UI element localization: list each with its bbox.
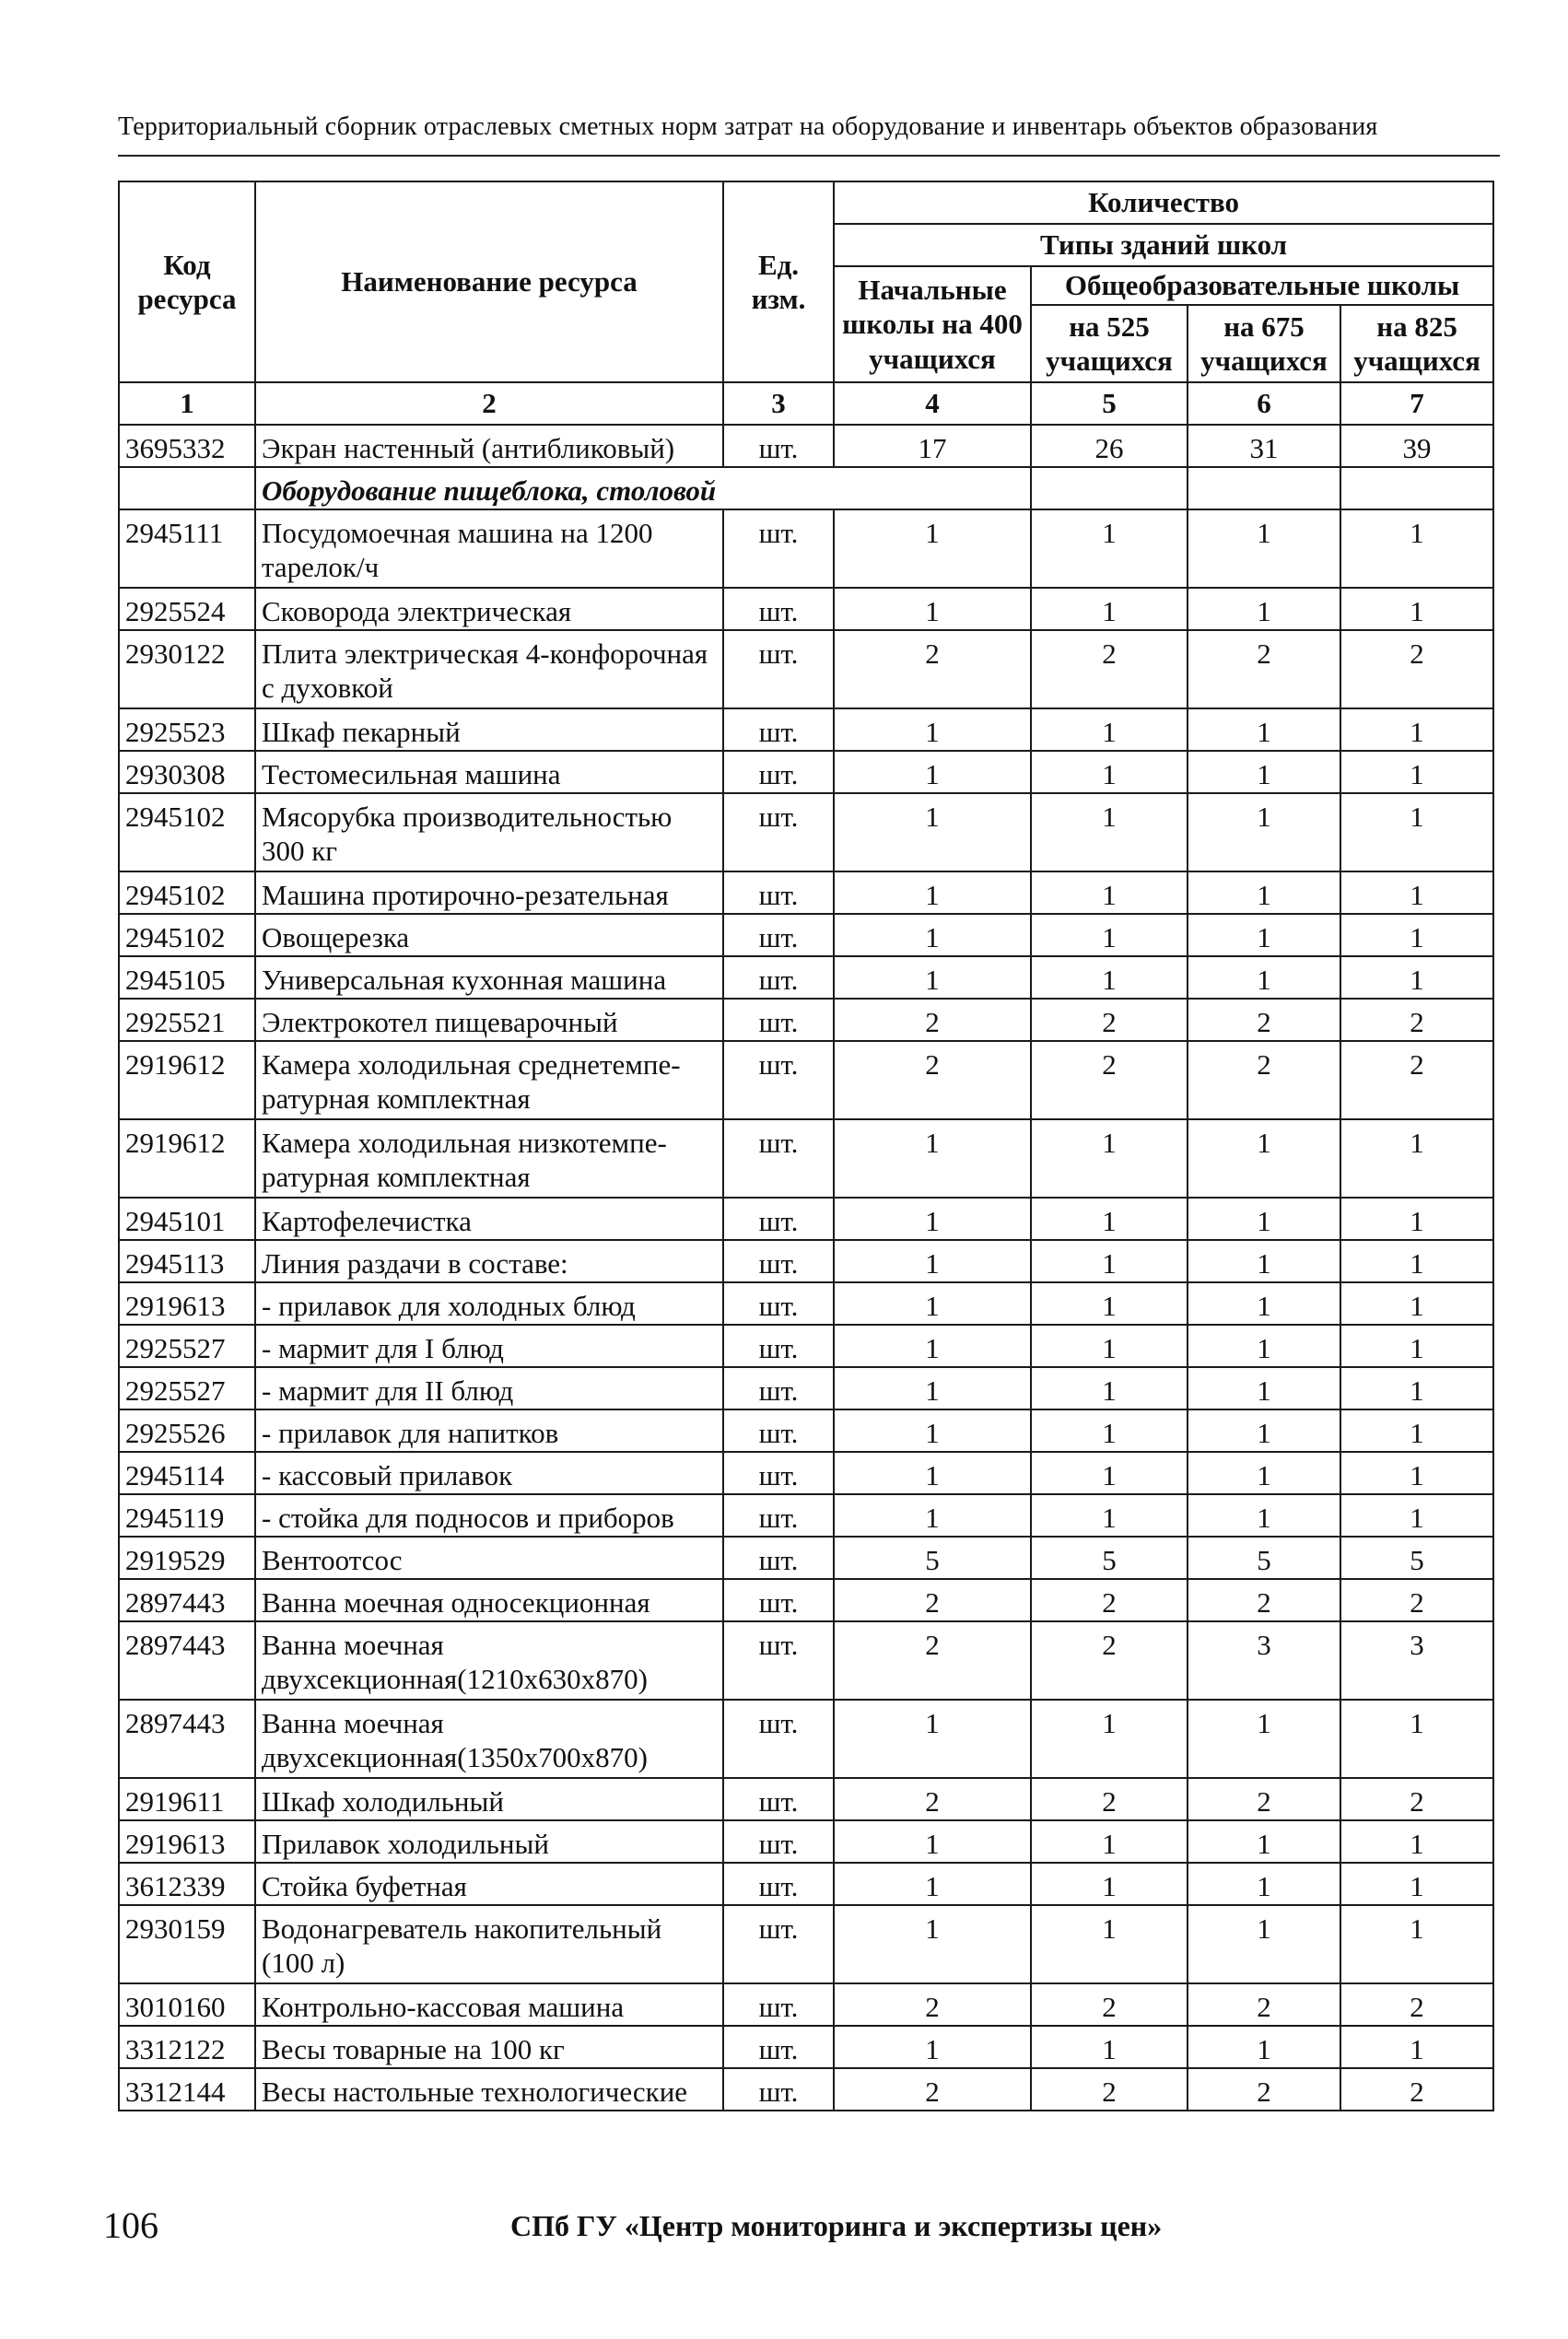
resource-code: 2945101 [119,1198,255,1240]
qty-general-675: 1 [1188,1409,1340,1452]
qty-general-825: 1 [1340,1282,1493,1325]
qty-general-675: 1 [1188,914,1340,956]
qty-primary-400: 1 [834,1240,1031,1282]
qty-general-825: 1 [1340,1905,1493,1983]
qty-general-675: 2 [1188,1579,1340,1621]
resource-unit: шт. [723,1863,834,1905]
qty-general-675: 1 [1188,871,1340,914]
qty-general-675: 2 [1188,999,1340,1041]
section-cell [1188,467,1340,509]
qty-primary-400: 1 [834,1409,1031,1452]
resource-unit: шт. [723,509,834,588]
resource-unit: шт. [723,1325,834,1367]
resource-code: 2945114 [119,1452,255,1494]
qty-general-675: 2 [1188,2068,1340,2111]
resource-unit: шт. [723,1621,834,1700]
qty-general-825: 2 [1340,1041,1493,1119]
resource-unit: шт. [723,1409,834,1452]
qty-general-525: 1 [1031,1905,1188,1983]
resource-unit: шт. [723,2068,834,2111]
table-row [119,2026,1493,2068]
resource-code: 2897443 [119,1621,255,1700]
qty-primary-400: 1 [834,1198,1031,1240]
qty-primary-400: 1 [834,1820,1031,1863]
qty-general-525: 26 [1031,425,1188,467]
resource-name: Весы товарные на 100 кг [255,2026,723,2068]
table-row [119,425,1493,467]
qty-general-525: 2 [1031,1621,1188,1700]
resource-name: Шкаф пекарный [255,708,723,751]
resource-unit: шт. [723,1282,834,1325]
resource-unit: шт. [723,1700,834,1778]
qty-general-525: 2 [1031,1983,1188,2026]
header-675: на 675 учащихся [1188,305,1340,382]
resource-name: Стойка буфетная [255,1863,723,1905]
resource-code: 2945119 [119,1494,255,1537]
qty-general-825: 1 [1340,1119,1493,1198]
resource-unit: шт. [723,1579,834,1621]
qty-general-825: 2 [1340,1983,1493,2026]
qty-general-675: 1 [1188,1863,1340,1905]
qty-general-675: 3 [1188,1621,1340,1700]
resource-name: Ванна моечная односекционная [255,1579,723,1621]
qty-primary-400: 1 [834,871,1031,914]
column-number: 1 [119,382,255,425]
qty-primary-400: 1 [834,751,1031,793]
table-row [119,630,1493,708]
column-number: 7 [1340,382,1493,425]
qty-primary-400: 2 [834,1983,1031,2026]
table-row [119,1700,1493,1778]
header-525: на 525 учащихся [1031,305,1188,382]
qty-general-825: 1 [1340,751,1493,793]
header-primary-schools: Начальные школы на 400 учащихся [834,266,1031,382]
table-row [119,1905,1493,1983]
qty-general-675: 1 [1188,1452,1340,1494]
qty-general-675: 1 [1188,956,1340,999]
qty-general-525: 2 [1031,999,1188,1041]
resource-code: 2897443 [119,1579,255,1621]
header-unit: Ед. изм. [723,181,834,382]
resource-code: 2925527 [119,1325,255,1367]
qty-primary-400: 1 [834,1282,1031,1325]
qty-general-525: 1 [1031,1700,1188,1778]
table-row [119,2068,1493,2111]
section-code-cell [119,467,255,509]
resource-code: 2945111 [119,509,255,588]
resource-name: Экран настенный (антибликовый) [255,425,723,467]
qty-general-675: 1 [1188,751,1340,793]
qty-general-675: 2 [1188,1041,1340,1119]
qty-general-525: 1 [1031,1282,1188,1325]
resource-name: Тестомесильная машина [255,751,723,793]
qty-general-825: 5 [1340,1537,1493,1579]
qty-general-675: 1 [1188,509,1340,588]
qty-general-675: 1 [1188,1700,1340,1778]
qty-general-825: 1 [1340,871,1493,914]
qty-primary-400: 1 [834,2026,1031,2068]
qty-general-525: 5 [1031,1537,1188,1579]
qty-general-825: 1 [1340,793,1493,871]
resource-code: 2897443 [119,1700,255,1778]
resource-name: Сковорода электрическая [255,588,723,630]
resource-name: Контрольно-кассовая машина [255,1983,723,2026]
table-row [119,1198,1493,1240]
qty-general-525: 1 [1031,793,1188,871]
resource-name: Шкаф холодильный [255,1778,723,1820]
qty-primary-400: 1 [834,1494,1031,1537]
resource-name: - мармит для I блюд [255,1325,723,1367]
resource-unit: шт. [723,914,834,956]
qty-general-675: 5 [1188,1537,1340,1579]
resource-code: 3010160 [119,1983,255,2026]
table-row [119,1621,1493,1700]
qty-general-825: 3 [1340,1621,1493,1700]
qty-general-525: 2 [1031,1778,1188,1820]
qty-primary-400: 1 [834,509,1031,588]
qty-primary-400: 2 [834,2068,1031,2111]
qty-general-825: 1 [1340,1240,1493,1282]
qty-general-525: 1 [1031,956,1188,999]
table-row [119,1041,1493,1119]
qty-general-675: 2 [1188,1983,1340,2026]
qty-general-525: 1 [1031,708,1188,751]
resource-code: 2945102 [119,793,255,871]
resource-unit: шт. [723,1820,834,1863]
qty-general-525: 1 [1031,2026,1188,2068]
qty-primary-400: 1 [834,1905,1031,1983]
resource-unit: шт. [723,1537,834,1579]
resource-name: Водонагреватель накопительный (100 л) [255,1905,723,1983]
resource-code: 2945102 [119,914,255,956]
qty-general-825: 1 [1340,956,1493,999]
qty-general-825: 1 [1340,914,1493,956]
qty-primary-400: 1 [834,956,1031,999]
qty-primary-400: 1 [834,1367,1031,1409]
resource-unit: шт. [723,1983,834,2026]
qty-general-825: 1 [1340,1367,1493,1409]
section-title: Оборудование пищеблока, столовой [255,467,1031,509]
table-row [119,1863,1493,1905]
qty-general-525: 1 [1031,1820,1188,1863]
resource-name: Прилавок холодильный [255,1820,723,1863]
resource-code: 2945113 [119,1240,255,1282]
resource-unit: шт. [723,1119,834,1198]
qty-primary-400: 2 [834,630,1031,708]
resource-code: 3695332 [119,425,255,467]
resource-unit: шт. [723,1041,834,1119]
table-row [119,956,1493,999]
resource-name: Электрокотел пищеварочный [255,999,723,1041]
qty-general-675: 1 [1188,2026,1340,2068]
qty-general-525: 1 [1031,914,1188,956]
resource-code: 2930122 [119,630,255,708]
qty-general-675: 1 [1188,708,1340,751]
qty-general-525: 1 [1031,1198,1188,1240]
table-row [119,1325,1493,1367]
resource-name: Весы настольные технологические [255,2068,723,2111]
qty-general-675: 1 [1188,1367,1340,1409]
resource-name: - прилавок для холодных блюд [255,1282,723,1325]
qty-general-525: 1 [1031,1325,1188,1367]
section-cell [1340,467,1493,509]
qty-primary-400: 1 [834,914,1031,956]
qty-general-675: 1 [1188,588,1340,630]
resource-code: 2925521 [119,999,255,1041]
resource-code: 2930159 [119,1905,255,1983]
header-name: Наименование ресурса [255,181,723,382]
qty-primary-400: 1 [834,1452,1031,1494]
resource-unit: шт. [723,956,834,999]
resource-code: 2925524 [119,588,255,630]
qty-general-525: 1 [1031,1494,1188,1537]
header-quantity: Количество [834,181,1493,224]
resource-name: Посудомоечная машина на 1200 тарелок/ч [255,509,723,588]
table-row [119,1494,1493,1537]
qty-general-825: 1 [1340,1820,1493,1863]
qty-primary-400: 2 [834,1041,1031,1119]
qty-primary-400: 5 [834,1537,1031,1579]
table-row [119,1119,1493,1198]
qty-general-825: 1 [1340,708,1493,751]
column-number: 6 [1188,382,1340,425]
qty-general-825: 1 [1340,1700,1493,1778]
resource-code: 2919612 [119,1041,255,1119]
table-row [119,588,1493,630]
resource-name: Линия раздачи в составе: [255,1240,723,1282]
column-number: 4 [834,382,1031,425]
table-row [119,914,1493,956]
resource-name: Универсальная кухонная машина [255,956,723,999]
footer-organization: СПб ГУ «Центр мониторинга и экспертизы цен» [510,2209,1163,2242]
qty-general-525: 1 [1031,1119,1188,1198]
resource-name: Камера холодильная среднетемпе-ратурная комплектная [255,1041,723,1119]
qty-general-675: 1 [1188,1905,1340,1983]
qty-primary-400: 17 [834,425,1031,467]
resource-unit: шт. [723,1198,834,1240]
qty-primary-400: 2 [834,999,1031,1041]
header-rule [118,155,1500,157]
page-number: 106 [103,2205,158,2246]
qty-general-825: 2 [1340,1579,1493,1621]
resource-unit: шт. [723,793,834,871]
resource-code: 2925526 [119,1409,255,1452]
qty-general-525: 2 [1031,2068,1188,2111]
qty-primary-400: 1 [834,1119,1031,1198]
qty-general-825: 1 [1340,1452,1493,1494]
qty-primary-400: 2 [834,1778,1031,1820]
qty-general-825: 2 [1340,630,1493,708]
qty-general-825: 1 [1340,2026,1493,2068]
qty-general-675: 1 [1188,793,1340,871]
resource-name: Ванна моечная двухсекционная(1210х630х870) [255,1621,723,1700]
resource-code: 2945102 [119,871,255,914]
qty-general-825: 39 [1340,425,1493,467]
qty-general-825: 1 [1340,509,1493,588]
table-row [119,1537,1493,1579]
qty-general-825: 1 [1340,1198,1493,1240]
table-body [119,425,1493,2111]
table-row [119,1367,1493,1409]
qty-general-825: 2 [1340,999,1493,1041]
qty-general-525: 1 [1031,588,1188,630]
header-825: на 825 учащихся [1340,305,1493,382]
resource-unit: шт. [723,871,834,914]
table-row [119,751,1493,793]
resource-code: 3312144 [119,2068,255,2111]
qty-general-675: 1 [1188,1240,1340,1282]
resource-unit: шт. [723,1240,834,1282]
resource-unit: шт. [723,1905,834,1983]
header-building-types: Типы зданий школ [834,224,1493,266]
table-row [119,1579,1493,1621]
resource-code: 2919529 [119,1537,255,1579]
qty-general-825: 2 [1340,1778,1493,1820]
resource-unit: шт. [723,1778,834,1820]
resource-code: 2919613 [119,1282,255,1325]
resource-unit: шт. [723,751,834,793]
resource-unit: шт. [723,1452,834,1494]
resource-unit: шт. [723,588,834,630]
resource-table [118,181,1494,2111]
qty-primary-400: 1 [834,1700,1031,1778]
qty-general-675: 31 [1188,425,1340,467]
table-row [119,1282,1493,1325]
qty-general-525: 1 [1031,751,1188,793]
qty-general-825: 1 [1340,1409,1493,1452]
resource-name: Мясорубка производительностью 300 кг [255,793,723,871]
qty-general-825: 1 [1340,1494,1493,1537]
table-row [119,1778,1493,1820]
header-general-schools: Общеобразовательные школы [1031,266,1493,305]
qty-general-525: 1 [1031,1240,1188,1282]
qty-general-675: 1 [1188,1820,1340,1863]
resource-unit: шт. [723,999,834,1041]
resource-unit: шт. [723,630,834,708]
qty-general-525: 1 [1031,1452,1188,1494]
qty-general-675: 1 [1188,1198,1340,1240]
resource-unit: шт. [723,1494,834,1537]
qty-primary-400: 2 [834,1621,1031,1700]
qty-general-525: 2 [1031,630,1188,708]
running-header: Территориальный сборник отраслевых сметных норм затрат на оборудование и инвентарь объектов образования [118,112,1378,141]
resource-name: Машина протирочно-резательная [255,871,723,914]
resource-code: 2945105 [119,956,255,999]
table-row [119,999,1493,1041]
qty-general-825: 2 [1340,2068,1493,2111]
resource-code: 2919613 [119,1820,255,1863]
resource-name: Вентоотсос [255,1537,723,1579]
qty-general-675: 2 [1188,1778,1340,1820]
resource-code: 2919611 [119,1778,255,1820]
resource-name: Овощерезка [255,914,723,956]
resource-code: 2919612 [119,1119,255,1198]
qty-primary-400: 2 [834,1579,1031,1621]
column-number: 3 [723,382,834,425]
table-row [119,1452,1493,1494]
qty-general-675: 1 [1188,1325,1340,1367]
resource-name: Плита электрическая 4-конфорочная с духовкой [255,630,723,708]
qty-primary-400: 1 [834,588,1031,630]
qty-general-525: 1 [1031,1367,1188,1409]
resource-code: 3612339 [119,1863,255,1905]
section-row [119,467,1493,509]
qty-general-525: 2 [1031,1579,1188,1621]
table-row [119,1983,1493,2026]
table-row [119,871,1493,914]
qty-general-525: 1 [1031,509,1188,588]
column-number: 5 [1031,382,1188,425]
qty-primary-400: 1 [834,708,1031,751]
resource-name: - мармит для II блюд [255,1367,723,1409]
header-code: Код ресурса [119,181,255,382]
qty-primary-400: 1 [834,1325,1031,1367]
qty-general-675: 1 [1188,1119,1340,1198]
qty-general-825: 1 [1340,588,1493,630]
resource-name: Картофелечистка [255,1198,723,1240]
qty-general-675: 1 [1188,1494,1340,1537]
resource-code: 2925527 [119,1367,255,1409]
qty-general-825: 1 [1340,1863,1493,1905]
resource-name: - стойка для подносов и приборов [255,1494,723,1537]
qty-primary-400: 1 [834,793,1031,871]
column-number: 2 [255,382,723,425]
resource-unit: шт. [723,708,834,751]
resource-name: Ванна моечная двухсекционная(1350х700х870) [255,1700,723,1778]
resource-name: - кассовый прилавок [255,1452,723,1494]
table-row [119,1820,1493,1863]
resource-name: - прилавок для напитков [255,1409,723,1452]
section-cell [1031,467,1188,509]
qty-general-525: 1 [1031,1863,1188,1905]
resource-unit: шт. [723,1367,834,1409]
qty-primary-400: 1 [834,1863,1031,1905]
qty-general-525: 1 [1031,871,1188,914]
qty-general-825: 1 [1340,1325,1493,1367]
resource-unit: шт. [723,425,834,467]
resource-code: 2925523 [119,708,255,751]
qty-general-675: 1 [1188,1282,1340,1325]
resource-unit: шт. [723,2026,834,2068]
table-row [119,708,1493,751]
table-row [119,793,1493,871]
qty-general-525: 2 [1031,1041,1188,1119]
resource-code: 3312122 [119,2026,255,2068]
table-row [119,1240,1493,1282]
qty-general-675: 2 [1188,630,1340,708]
qty-general-525: 1 [1031,1409,1188,1452]
resource-code: 2930308 [119,751,255,793]
table-row [119,509,1493,588]
table-row [119,1409,1493,1452]
resource-name: Камера холодильная низкотемпе-ратурная комплектная [255,1119,723,1198]
